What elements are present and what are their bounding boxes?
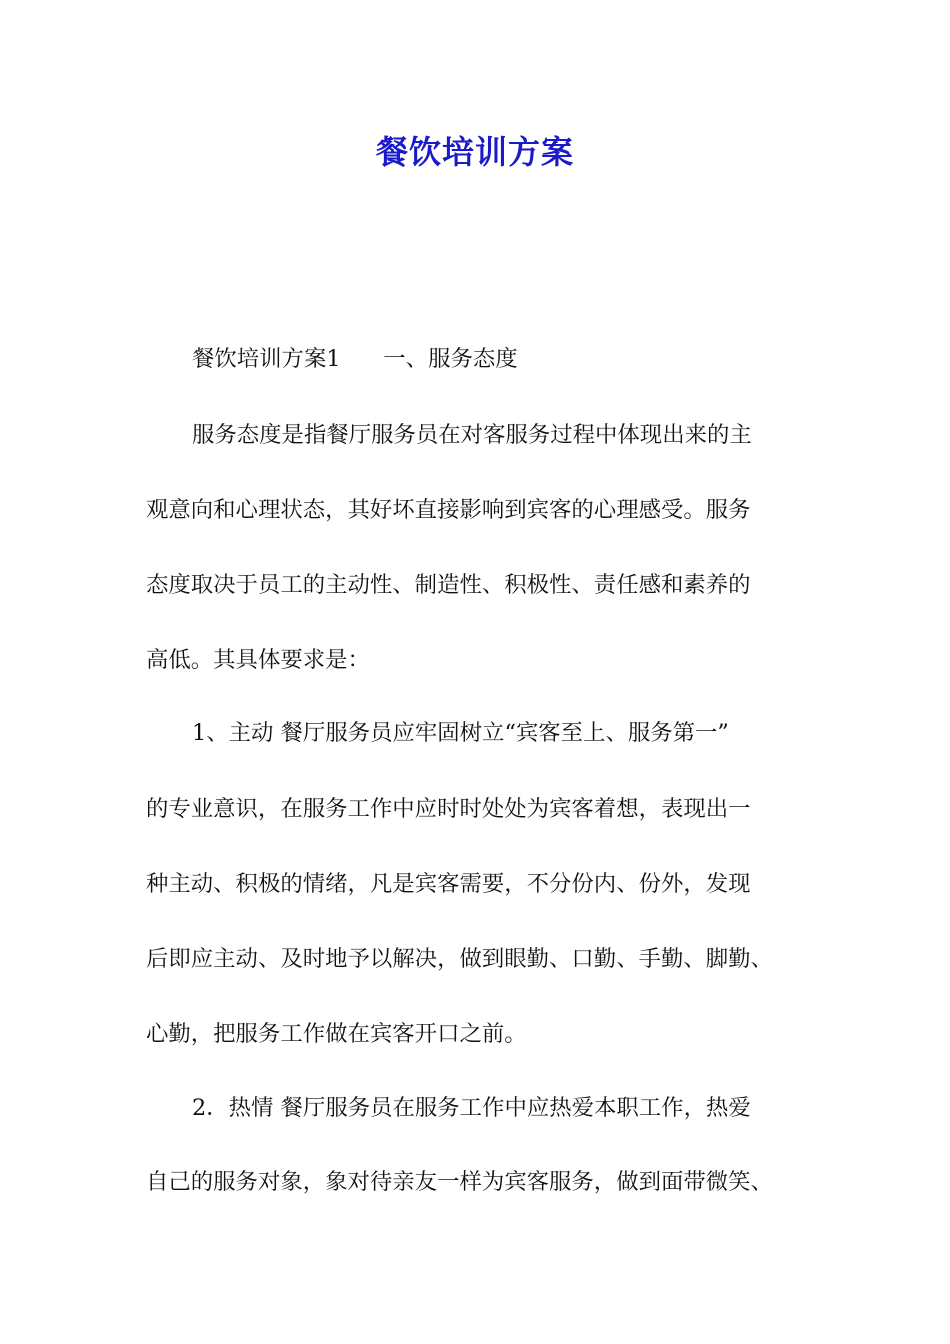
paragraph-line: 服务态度是指餐厅服务员在对客服务过程中体现出来的主 — [192, 422, 752, 448]
paragraph-line: 心勤，把服务工作做在宾客开口之前。 — [146, 1021, 527, 1047]
paragraph-line: 高低。其具体要求是： — [146, 647, 370, 673]
paragraph-line: 种主动、积极的情绪，凡是宾客需要，不分份内、份外，发现 — [146, 871, 751, 897]
paragraph-line: 自己的服务对象，象对待亲友一样为宾客服务，做到面带微笑、 — [146, 1169, 773, 1195]
paragraph-line: 的专业意识，在服务工作中应时时处处为宾客着想，表现出一 — [146, 796, 751, 822]
document-title: 餐饮培训方案 — [375, 133, 574, 171]
paragraph-line: 观意向和心理状态，其好坏直接影响到宾客的心理感受。服务 — [146, 497, 751, 523]
paragraph-line: 态度取决于员工的主动性、制造性、积极性、责任感和素养的 — [146, 572, 751, 598]
paragraph-line: 后即应主动、及时地予以解决，做到眼勤、口勤、手勤、脚勤、 — [146, 946, 773, 972]
paragraph-line: 餐饮培训方案1 一、服务态度 — [192, 346, 518, 372]
paragraph-line: 1、主动 餐厅服务员应牢固树立“宾客至上、服务第一” — [192, 720, 729, 746]
paragraph-line: 2．热情 餐厅服务员在服务工作中应热爱本职工作，热爱 — [192, 1095, 751, 1121]
